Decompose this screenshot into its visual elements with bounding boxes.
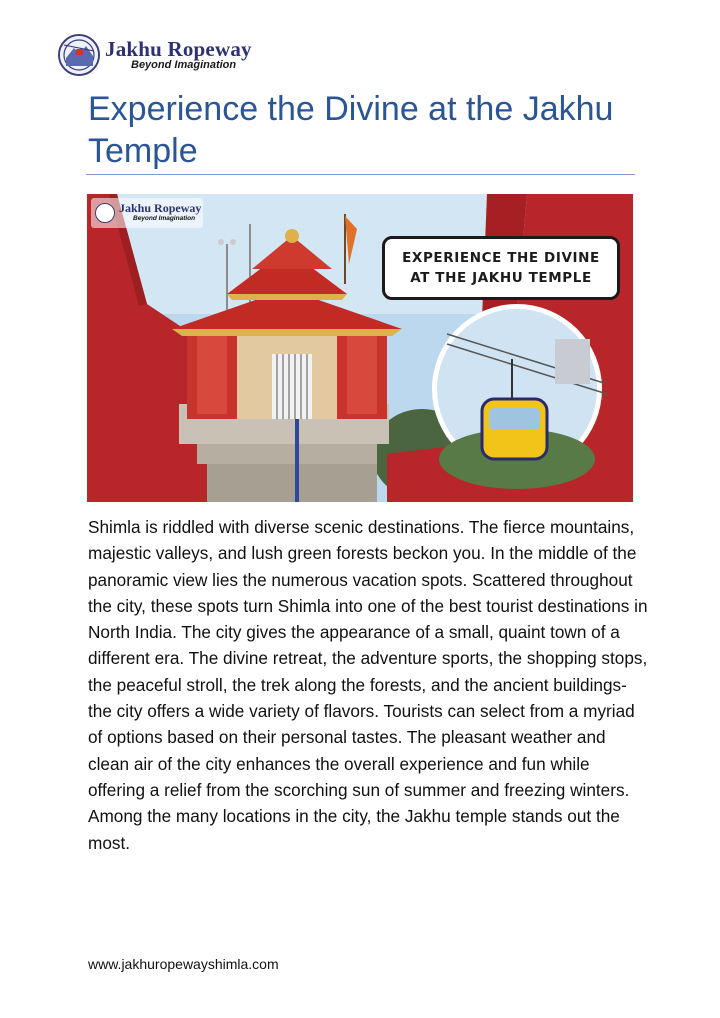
hero-brand-name: Jakhu Ropeway [119,201,202,215]
hero-banner-line1: EXPERIENCE THE DIVINE [402,250,600,266]
brand-name: Jakhu Ropeway [105,37,252,61]
hero-banner [382,236,620,300]
ropeway-badge-icon [95,203,115,223]
hero-banner-line2: AT THE JAKHU TEMPLE [410,270,592,286]
hero-brand-tagline: Beyond Imagination [133,215,196,222]
title-divider [86,174,635,175]
brand-logo [58,34,252,78]
ropeway-badge-icon [58,34,100,76]
page-title: Experience the Divine at the Jakhu Temple [88,90,614,170]
body-paragraph: Shimla is riddled with diverse scenic destinations. The fierce mountains, majestic valleys, and lush green forests beckon you. In the middle of the panoramic view lies the numerous vacation spots. Scattered throughout the city, these spots turn Shimla into one of the best tourist destinations in North India. The city gives the appearance of a small, quaint town of a different era. The divine retreat, the adventure sports, the shopping stops, the peaceful stroll, the trek along the forests, and the ancient buildings- the city offers a wide variety of flavors. Tourists can select from a myriad of options based on their personal tastes. The pleasant weather and clean air of the city enhances the overall experience and fun while offering a relief from the scorching sun of summer and freezing winters. Among the many locations in the city, the Jakhu temple stands out the most. [88,517,648,853]
hero-brand-logo [91,198,203,228]
brand-tagline: Beyond Imagination [131,59,237,71]
hero-image [87,194,633,502]
footer-website-link[interactable]: www.jakhuropewayshimla.com [88,956,279,972]
